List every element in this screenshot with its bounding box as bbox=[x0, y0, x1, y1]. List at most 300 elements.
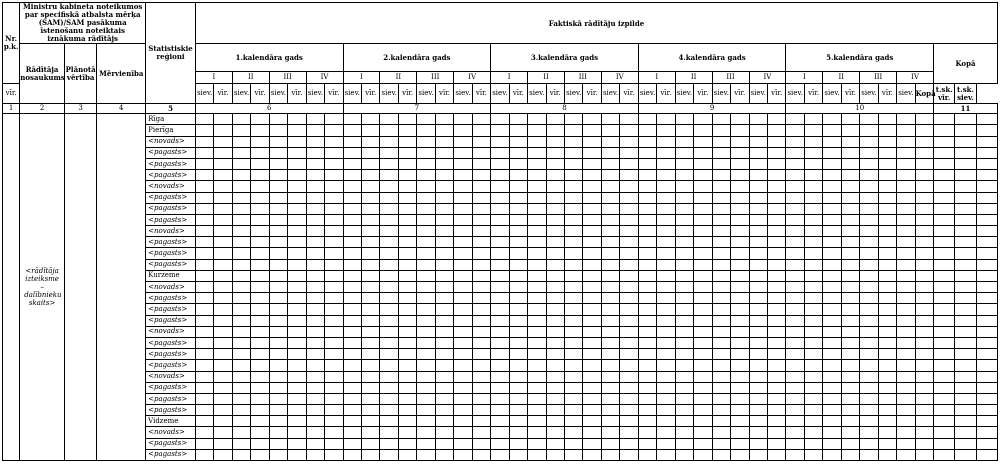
data-cell[interactable] bbox=[878, 393, 896, 404]
data-cell[interactable] bbox=[897, 449, 915, 460]
data-cell[interactable] bbox=[417, 304, 435, 315]
data-cell[interactable] bbox=[583, 270, 601, 281]
data-cell[interactable] bbox=[380, 259, 398, 270]
data-cell[interactable] bbox=[435, 237, 453, 248]
data-cell[interactable] bbox=[195, 181, 213, 192]
data-cell[interactable] bbox=[878, 427, 896, 438]
data-cell[interactable] bbox=[417, 360, 435, 371]
data-cell[interactable] bbox=[934, 237, 955, 248]
data-cell[interactable] bbox=[934, 147, 955, 158]
data-cell[interactable] bbox=[380, 337, 398, 348]
data-cell[interactable] bbox=[380, 114, 398, 125]
data-cell[interactable] bbox=[860, 181, 878, 192]
data-cell[interactable] bbox=[620, 438, 638, 449]
data-cell[interactable] bbox=[195, 393, 213, 404]
data-cell[interactable] bbox=[638, 337, 656, 348]
data-cell[interactable] bbox=[955, 136, 976, 147]
data-cell[interactable] bbox=[694, 248, 712, 259]
data-cell[interactable] bbox=[694, 304, 712, 315]
data-cell[interactable] bbox=[398, 158, 416, 169]
data-cell[interactable] bbox=[731, 192, 749, 203]
data-cell[interactable] bbox=[601, 337, 619, 348]
data-cell[interactable] bbox=[934, 248, 955, 259]
data-cell[interactable] bbox=[417, 170, 435, 181]
data-cell[interactable] bbox=[528, 170, 546, 181]
data-cell[interactable] bbox=[731, 158, 749, 169]
data-cell[interactable] bbox=[712, 349, 730, 360]
data-cell[interactable] bbox=[528, 192, 546, 203]
data-cell[interactable] bbox=[398, 315, 416, 326]
data-cell[interactable] bbox=[232, 282, 250, 293]
data-cell[interactable] bbox=[528, 315, 546, 326]
data-cell[interactable] bbox=[417, 203, 435, 214]
data-cell[interactable] bbox=[841, 416, 859, 427]
data-cell[interactable] bbox=[546, 326, 564, 337]
data-cell[interactable] bbox=[361, 226, 379, 237]
data-cell[interactable] bbox=[601, 416, 619, 427]
data-cell[interactable] bbox=[232, 337, 250, 348]
data-cell[interactable] bbox=[361, 326, 379, 337]
data-cell[interactable] bbox=[325, 349, 343, 360]
data-cell[interactable] bbox=[380, 393, 398, 404]
data-cell[interactable] bbox=[638, 315, 656, 326]
data-cell[interactable] bbox=[269, 438, 287, 449]
data-cell[interactable] bbox=[601, 382, 619, 393]
data-cell[interactable] bbox=[509, 226, 527, 237]
data-cell[interactable] bbox=[325, 438, 343, 449]
data-cell[interactable] bbox=[306, 304, 324, 315]
data-cell[interactable] bbox=[361, 371, 379, 382]
data-cell[interactable] bbox=[380, 214, 398, 225]
data-cell[interactable] bbox=[934, 270, 955, 281]
data-cell[interactable] bbox=[657, 449, 675, 460]
data-cell[interactable] bbox=[472, 125, 490, 136]
data-cell[interactable] bbox=[731, 226, 749, 237]
data-cell[interactable] bbox=[343, 326, 361, 337]
data-cell[interactable] bbox=[509, 192, 527, 203]
data-cell[interactable] bbox=[860, 259, 878, 270]
data-cell[interactable] bbox=[934, 114, 955, 125]
data-cell[interactable] bbox=[472, 326, 490, 337]
data-cell[interactable] bbox=[749, 405, 767, 416]
data-cell[interactable] bbox=[804, 304, 822, 315]
data-cell[interactable] bbox=[601, 427, 619, 438]
data-cell[interactable] bbox=[380, 349, 398, 360]
data-cell[interactable] bbox=[195, 270, 213, 281]
data-cell[interactable] bbox=[934, 416, 955, 427]
data-cell[interactable] bbox=[955, 192, 976, 203]
data-cell[interactable] bbox=[454, 214, 472, 225]
data-cell[interactable] bbox=[694, 203, 712, 214]
data-cell[interactable] bbox=[232, 293, 250, 304]
data-cell[interactable] bbox=[195, 304, 213, 315]
data-cell[interactable] bbox=[343, 438, 361, 449]
data-cell[interactable] bbox=[976, 136, 997, 147]
data-cell[interactable] bbox=[454, 293, 472, 304]
data-cell[interactable] bbox=[472, 293, 490, 304]
data-cell[interactable] bbox=[472, 438, 490, 449]
data-cell[interactable] bbox=[823, 181, 841, 192]
data-cell[interactable] bbox=[620, 237, 638, 248]
data-cell[interactable] bbox=[841, 382, 859, 393]
data-cell[interactable] bbox=[860, 337, 878, 348]
data-cell[interactable] bbox=[786, 337, 804, 348]
data-cell[interactable] bbox=[306, 147, 324, 158]
data-cell[interactable] bbox=[232, 259, 250, 270]
data-cell[interactable] bbox=[915, 136, 933, 147]
data-cell[interactable] bbox=[675, 393, 693, 404]
data-cell[interactable] bbox=[398, 282, 416, 293]
data-cell[interactable] bbox=[915, 449, 933, 460]
data-cell[interactable] bbox=[398, 449, 416, 460]
data-cell[interactable] bbox=[325, 125, 343, 136]
data-cell[interactable] bbox=[325, 270, 343, 281]
data-cell[interactable] bbox=[638, 293, 656, 304]
data-cell[interactable] bbox=[620, 371, 638, 382]
data-cell[interactable] bbox=[306, 248, 324, 259]
data-cell[interactable] bbox=[491, 427, 509, 438]
data-cell[interactable] bbox=[528, 371, 546, 382]
data-cell[interactable] bbox=[601, 449, 619, 460]
data-cell[interactable] bbox=[195, 136, 213, 147]
data-cell[interactable] bbox=[976, 427, 997, 438]
data-cell[interactable] bbox=[897, 114, 915, 125]
data-cell[interactable] bbox=[712, 427, 730, 438]
data-cell[interactable] bbox=[934, 405, 955, 416]
data-cell[interactable] bbox=[472, 203, 490, 214]
data-cell[interactable] bbox=[955, 405, 976, 416]
data-cell[interactable] bbox=[601, 438, 619, 449]
data-cell[interactable] bbox=[491, 349, 509, 360]
data-cell[interactable] bbox=[491, 293, 509, 304]
data-cell[interactable] bbox=[528, 203, 546, 214]
data-cell[interactable] bbox=[657, 282, 675, 293]
data-cell[interactable] bbox=[915, 282, 933, 293]
data-cell[interactable] bbox=[657, 170, 675, 181]
data-cell[interactable] bbox=[638, 170, 656, 181]
data-cell[interactable] bbox=[325, 203, 343, 214]
data-cell[interactable] bbox=[823, 214, 841, 225]
data-cell[interactable] bbox=[767, 158, 785, 169]
data-cell[interactable] bbox=[675, 214, 693, 225]
data-cell[interactable] bbox=[564, 405, 582, 416]
data-cell[interactable] bbox=[601, 371, 619, 382]
data-cell[interactable] bbox=[509, 349, 527, 360]
data-cell[interactable] bbox=[454, 282, 472, 293]
data-cell[interactable] bbox=[214, 226, 232, 237]
data-cell[interactable] bbox=[398, 248, 416, 259]
data-cell[interactable] bbox=[528, 270, 546, 281]
data-cell[interactable] bbox=[380, 293, 398, 304]
data-cell[interactable] bbox=[306, 158, 324, 169]
data-cell[interactable] bbox=[583, 170, 601, 181]
data-cell[interactable] bbox=[288, 438, 306, 449]
data-cell[interactable] bbox=[269, 114, 287, 125]
data-cell[interactable] bbox=[712, 282, 730, 293]
data-cell[interactable] bbox=[749, 259, 767, 270]
data-cell[interactable] bbox=[528, 259, 546, 270]
data-cell[interactable] bbox=[860, 360, 878, 371]
data-cell[interactable] bbox=[325, 337, 343, 348]
data-cell[interactable] bbox=[934, 136, 955, 147]
data-cell[interactable] bbox=[583, 382, 601, 393]
data-cell[interactable] bbox=[804, 405, 822, 416]
data-cell[interactable] bbox=[251, 114, 269, 125]
data-cell[interactable] bbox=[712, 170, 730, 181]
data-cell[interactable] bbox=[269, 203, 287, 214]
data-cell[interactable] bbox=[361, 136, 379, 147]
data-cell[interactable] bbox=[731, 382, 749, 393]
data-cell[interactable] bbox=[657, 337, 675, 348]
data-cell[interactable] bbox=[823, 158, 841, 169]
data-cell[interactable] bbox=[195, 125, 213, 136]
data-cell[interactable] bbox=[675, 438, 693, 449]
data-cell[interactable] bbox=[398, 147, 416, 158]
data-cell[interactable] bbox=[343, 114, 361, 125]
data-cell[interactable] bbox=[786, 259, 804, 270]
data-cell[interactable] bbox=[583, 136, 601, 147]
data-cell[interactable] bbox=[712, 136, 730, 147]
data-cell[interactable] bbox=[343, 181, 361, 192]
data-cell[interactable] bbox=[454, 203, 472, 214]
data-cell[interactable] bbox=[232, 170, 250, 181]
data-cell[interactable] bbox=[564, 248, 582, 259]
data-cell[interactable] bbox=[528, 393, 546, 404]
data-cell[interactable] bbox=[398, 214, 416, 225]
data-cell[interactable] bbox=[675, 449, 693, 460]
data-cell[interactable] bbox=[398, 326, 416, 337]
data-cell[interactable] bbox=[712, 214, 730, 225]
data-cell[interactable] bbox=[915, 237, 933, 248]
data-cell[interactable] bbox=[620, 393, 638, 404]
data-cell[interactable] bbox=[251, 136, 269, 147]
data-cell[interactable] bbox=[398, 304, 416, 315]
data-cell[interactable] bbox=[657, 438, 675, 449]
data-cell[interactable] bbox=[897, 136, 915, 147]
data-cell[interactable] bbox=[675, 125, 693, 136]
data-cell[interactable] bbox=[564, 427, 582, 438]
data-cell[interactable] bbox=[675, 270, 693, 281]
data-cell[interactable] bbox=[491, 371, 509, 382]
data-cell[interactable] bbox=[583, 259, 601, 270]
data-cell[interactable] bbox=[269, 371, 287, 382]
data-cell[interactable] bbox=[417, 158, 435, 169]
data-cell[interactable] bbox=[251, 349, 269, 360]
data-cell[interactable] bbox=[915, 304, 933, 315]
data-cell[interactable] bbox=[841, 337, 859, 348]
data-cell[interactable] bbox=[897, 248, 915, 259]
data-cell[interactable] bbox=[325, 259, 343, 270]
data-cell[interactable] bbox=[934, 203, 955, 214]
data-cell[interactable] bbox=[786, 248, 804, 259]
data-cell[interactable] bbox=[712, 449, 730, 460]
data-cell[interactable] bbox=[897, 315, 915, 326]
data-cell[interactable] bbox=[343, 147, 361, 158]
data-cell[interactable] bbox=[786, 293, 804, 304]
data-cell[interactable] bbox=[417, 214, 435, 225]
data-cell[interactable] bbox=[976, 326, 997, 337]
data-cell[interactable] bbox=[675, 136, 693, 147]
data-cell[interactable] bbox=[454, 181, 472, 192]
data-cell[interactable] bbox=[232, 192, 250, 203]
data-cell[interactable] bbox=[435, 170, 453, 181]
data-cell[interactable] bbox=[675, 147, 693, 158]
data-cell[interactable] bbox=[767, 382, 785, 393]
data-cell[interactable] bbox=[454, 337, 472, 348]
data-cell[interactable] bbox=[509, 237, 527, 248]
data-cell[interactable] bbox=[269, 192, 287, 203]
data-cell[interactable] bbox=[417, 449, 435, 460]
data-cell[interactable] bbox=[564, 114, 582, 125]
data-cell[interactable] bbox=[546, 136, 564, 147]
data-cell[interactable] bbox=[657, 192, 675, 203]
data-cell[interactable] bbox=[638, 270, 656, 281]
data-cell[interactable] bbox=[767, 438, 785, 449]
data-cell[interactable] bbox=[712, 337, 730, 348]
data-cell[interactable] bbox=[269, 449, 287, 460]
data-cell[interactable] bbox=[288, 349, 306, 360]
data-cell[interactable] bbox=[398, 192, 416, 203]
data-cell[interactable] bbox=[546, 449, 564, 460]
data-cell[interactable] bbox=[435, 326, 453, 337]
data-cell[interactable] bbox=[546, 203, 564, 214]
data-cell[interactable] bbox=[214, 270, 232, 281]
data-cell[interactable] bbox=[804, 170, 822, 181]
data-cell[interactable] bbox=[214, 259, 232, 270]
data-cell[interactable] bbox=[509, 337, 527, 348]
data-cell[interactable] bbox=[380, 181, 398, 192]
data-cell[interactable] bbox=[976, 405, 997, 416]
data-cell[interactable] bbox=[380, 136, 398, 147]
data-cell[interactable] bbox=[214, 349, 232, 360]
data-cell[interactable] bbox=[288, 371, 306, 382]
data-cell[interactable] bbox=[343, 427, 361, 438]
data-cell[interactable] bbox=[435, 315, 453, 326]
data-cell[interactable] bbox=[767, 147, 785, 158]
data-cell[interactable] bbox=[288, 181, 306, 192]
data-cell[interactable] bbox=[860, 449, 878, 460]
data-cell[interactable] bbox=[380, 158, 398, 169]
data-cell[interactable] bbox=[491, 192, 509, 203]
data-cell[interactable] bbox=[878, 405, 896, 416]
data-cell[interactable] bbox=[786, 438, 804, 449]
data-cell[interactable] bbox=[528, 237, 546, 248]
data-cell[interactable] bbox=[472, 304, 490, 315]
data-cell[interactable] bbox=[195, 315, 213, 326]
data-cell[interactable] bbox=[860, 382, 878, 393]
data-cell[interactable] bbox=[583, 349, 601, 360]
data-cell[interactable] bbox=[657, 158, 675, 169]
data-cell[interactable] bbox=[860, 192, 878, 203]
data-cell[interactable] bbox=[269, 259, 287, 270]
data-cell[interactable] bbox=[435, 214, 453, 225]
data-cell[interactable] bbox=[915, 170, 933, 181]
data-cell[interactable] bbox=[915, 192, 933, 203]
data-cell[interactable] bbox=[731, 326, 749, 337]
data-cell[interactable] bbox=[546, 416, 564, 427]
data-cell[interactable] bbox=[435, 282, 453, 293]
data-cell[interactable] bbox=[251, 203, 269, 214]
data-cell[interactable] bbox=[380, 326, 398, 337]
data-cell[interactable] bbox=[804, 114, 822, 125]
data-cell[interactable] bbox=[472, 181, 490, 192]
data-cell[interactable] bbox=[269, 125, 287, 136]
data-cell[interactable] bbox=[546, 282, 564, 293]
data-cell[interactable] bbox=[841, 293, 859, 304]
data-cell[interactable] bbox=[620, 181, 638, 192]
data-cell[interactable] bbox=[361, 438, 379, 449]
data-cell[interactable] bbox=[620, 158, 638, 169]
data-cell[interactable] bbox=[823, 248, 841, 259]
data-cell[interactable] bbox=[306, 326, 324, 337]
data-cell[interactable] bbox=[934, 371, 955, 382]
data-cell[interactable] bbox=[955, 248, 976, 259]
data-cell[interactable] bbox=[214, 427, 232, 438]
data-cell[interactable] bbox=[417, 192, 435, 203]
data-cell[interactable] bbox=[306, 405, 324, 416]
data-cell[interactable] bbox=[620, 315, 638, 326]
data-cell[interactable] bbox=[288, 315, 306, 326]
data-cell[interactable] bbox=[897, 416, 915, 427]
data-cell[interactable] bbox=[841, 114, 859, 125]
data-cell[interactable] bbox=[269, 349, 287, 360]
data-cell[interactable] bbox=[878, 270, 896, 281]
data-cell[interactable] bbox=[454, 304, 472, 315]
data-cell[interactable] bbox=[675, 170, 693, 181]
data-cell[interactable] bbox=[361, 337, 379, 348]
data-cell[interactable] bbox=[472, 382, 490, 393]
data-cell[interactable] bbox=[288, 226, 306, 237]
data-cell[interactable] bbox=[306, 349, 324, 360]
data-cell[interactable] bbox=[380, 360, 398, 371]
data-cell[interactable] bbox=[841, 237, 859, 248]
data-cell[interactable] bbox=[472, 270, 490, 281]
data-cell[interactable] bbox=[361, 427, 379, 438]
data-cell[interactable] bbox=[675, 326, 693, 337]
data-cell[interactable] bbox=[232, 270, 250, 281]
data-cell[interactable] bbox=[306, 416, 324, 427]
data-cell[interactable] bbox=[934, 427, 955, 438]
data-cell[interactable] bbox=[878, 349, 896, 360]
data-cell[interactable] bbox=[860, 427, 878, 438]
data-cell[interactable] bbox=[823, 337, 841, 348]
data-cell[interactable] bbox=[897, 349, 915, 360]
data-cell[interactable] bbox=[638, 405, 656, 416]
data-cell[interactable] bbox=[897, 326, 915, 337]
data-cell[interactable] bbox=[343, 282, 361, 293]
data-cell[interactable] bbox=[878, 170, 896, 181]
data-cell[interactable] bbox=[232, 371, 250, 382]
data-cell[interactable] bbox=[232, 427, 250, 438]
data-cell[interactable] bbox=[306, 337, 324, 348]
data-cell[interactable] bbox=[380, 427, 398, 438]
data-cell[interactable] bbox=[564, 237, 582, 248]
data-cell[interactable] bbox=[934, 304, 955, 315]
data-cell[interactable] bbox=[509, 405, 527, 416]
data-cell[interactable] bbox=[897, 282, 915, 293]
data-cell[interactable] bbox=[934, 349, 955, 360]
data-cell[interactable] bbox=[583, 315, 601, 326]
data-cell[interactable] bbox=[491, 170, 509, 181]
data-cell[interactable] bbox=[325, 315, 343, 326]
data-cell[interactable] bbox=[232, 438, 250, 449]
data-cell[interactable] bbox=[694, 438, 712, 449]
data-cell[interactable] bbox=[955, 360, 976, 371]
data-cell[interactable] bbox=[546, 125, 564, 136]
data-cell[interactable] bbox=[897, 181, 915, 192]
data-cell[interactable] bbox=[897, 170, 915, 181]
data-cell[interactable] bbox=[343, 382, 361, 393]
